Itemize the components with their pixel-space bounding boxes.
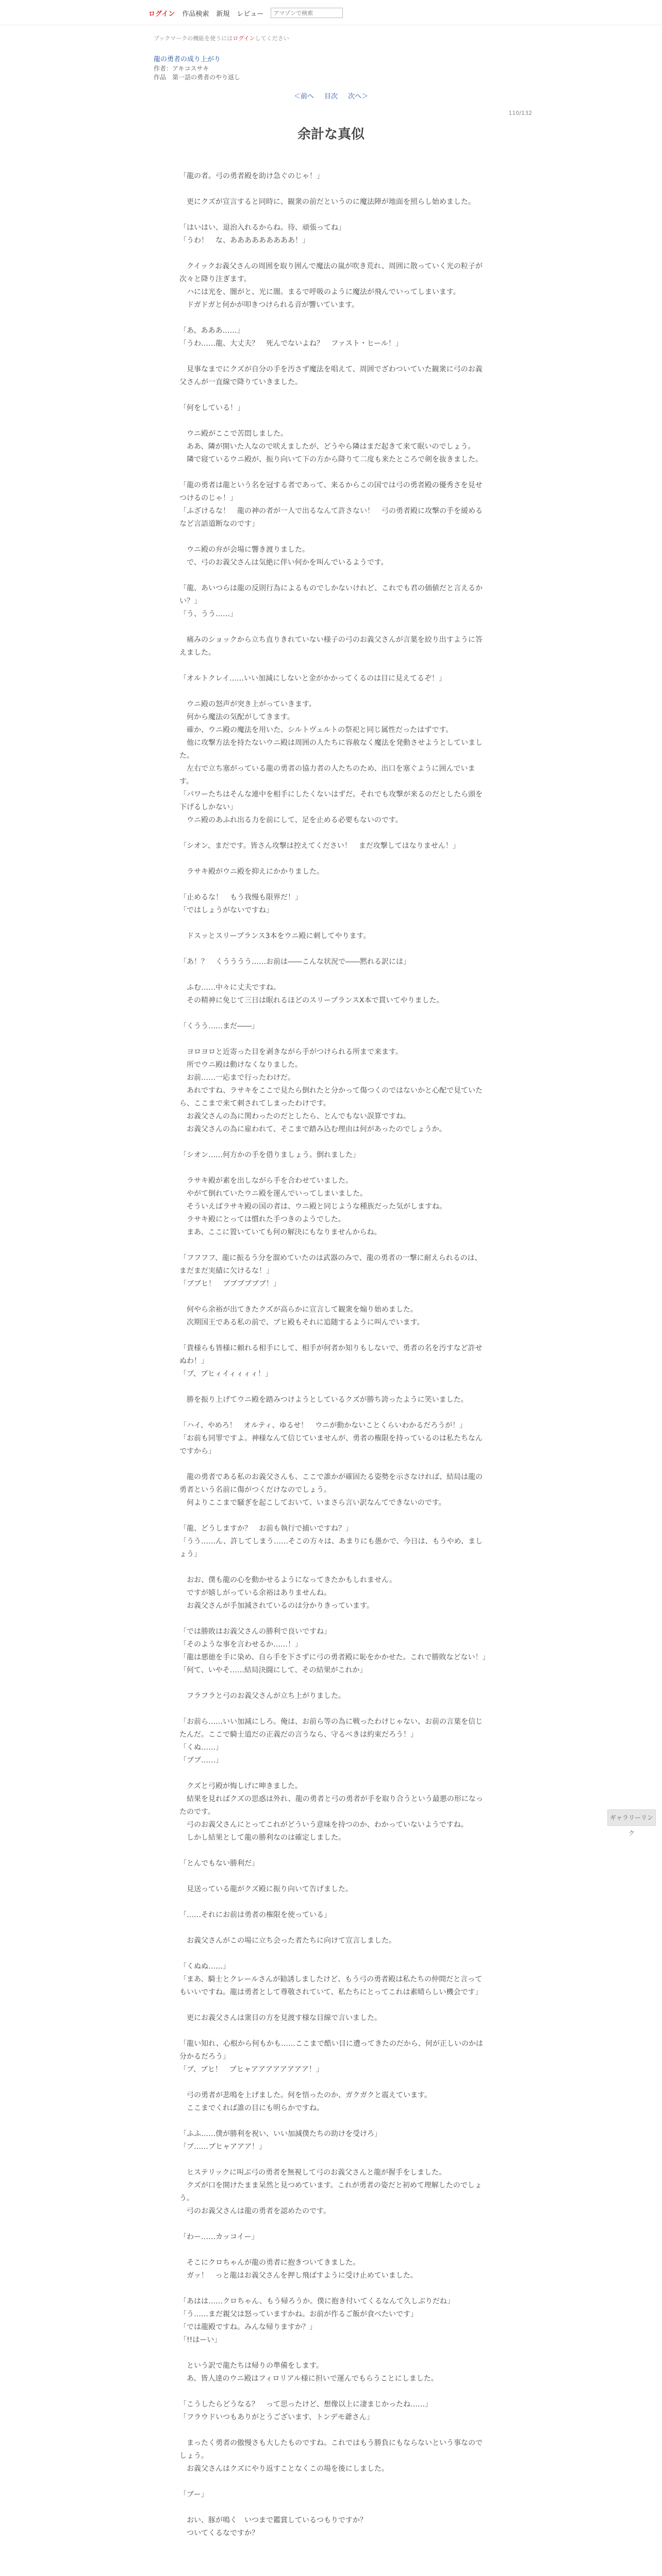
body-paragraph — [179, 2154, 489, 2166]
body-paragraph: 「ハイ、やめろ！ オルティ、ゆるせ！ ウニが動かないことくらいわかるだろうが！」 — [179, 1421, 467, 1430]
body-paragraph: 「お前も同罪ですよ。神様なんて信じていませんが、勇者の権限を持っているのは私たちなんですから」 — [179, 1434, 483, 1455]
body-paragraph: 「うわ！ な、あああああああああ！」 — [179, 236, 309, 245]
body-paragraph: お義父さんはクズにやり返すことなくこの場を後にしました。 — [179, 2465, 389, 2473]
body-paragraph: そういえばラサキ殿の国の者は、ウニ殿と同じような種族だった気がしますね。 — [179, 1202, 446, 1211]
site-header — [0, 0, 662, 25]
body-paragraph: 「ふふ……僕が勝利を祝い、いい加減僕たちの助けを受けろ」 — [179, 2130, 382, 2138]
body-paragraph — [179, 312, 489, 325]
body-paragraph: ヒステリックに叫ぶ弓の勇者を無視して弓のお義父さんと龍が握手をしました。 — [179, 2168, 446, 2177]
body-paragraph: 「こうしたらどうなる？ って思ったけど、想像以上に凄まじかったね……」 — [179, 2400, 432, 2409]
body-paragraph — [179, 685, 489, 698]
body-paragraph — [179, 466, 489, 479]
body-paragraph: おお、僕も龍の心を動かせるようになってきたかもしれません。 — [179, 1576, 396, 1584]
body-paragraph: ウニ殿がここで苦悶しました。 — [179, 430, 288, 438]
body-paragraph — [179, 2025, 489, 2038]
body-paragraph — [179, 247, 489, 260]
body-paragraph: 更にクズが宣言すると同時に、観衆の前だというのに魔法陣が地面を照らし始めました。 — [179, 198, 475, 206]
body-paragraph: 何よりここまで騒ぎを起こしておいて、いまさら言い訳なんてできないのです。 — [179, 1499, 446, 1507]
nav-new[interactable]: 新規 — [216, 10, 230, 18]
body-paragraph: 「では龍殿ですね。みんな帰りますか？」 — [179, 2323, 317, 2331]
body-paragraph: おい、豚が鳴く いつまで鑑賞しているつもりですか？ — [179, 2516, 367, 2524]
body-paragraph: 「龍い知れ、心根から何もかも……ここまで酷い目に遭ってきたのだから、何が正しいのかは分かるだろう」 — [179, 2040, 483, 2061]
body-paragraph — [179, 1381, 489, 1394]
notice-login-link[interactable]: ログイン — [233, 35, 255, 42]
novel-body — [179, 170, 489, 2540]
body-paragraph: 何から魔法の気配がしてきます。 — [179, 713, 294, 721]
body-paragraph — [179, 1947, 489, 1960]
body-paragraph: 「龍は悪徳を手に染め、自ら手を下さずに弓の勇者殿に恥をかかせた。これで勝敗などない！」 — [179, 1653, 490, 1662]
body-paragraph: 「ブブヒ！ ブブブブブブ！」 — [179, 1280, 280, 1288]
work-meta-episode: 作品 第一話の勇者のやり返し — [154, 74, 241, 81]
body-paragraph — [179, 2347, 489, 2360]
body-paragraph — [179, 2076, 489, 2089]
body-paragraph: ああ、隣が開いた人なので吠えましたが、どうやら隣はまだ起きて来て眠いのでしょう。 — [179, 443, 475, 451]
body-paragraph — [179, 2282, 489, 2295]
body-paragraph: 「ふざけるな！ 龍の神の者が一人で出るなんて許さない！ 弓の勇者殿に攻撃の手を緩めるなど言語道断なのです」 — [179, 507, 483, 528]
body-paragraph — [179, 1999, 489, 2012]
nav-search-works[interactable]: 作品検索 — [182, 10, 209, 18]
body-paragraph: ガッ！ っと龍はお義父さんを押し飛ばすように受け止めていました。 — [179, 2272, 418, 2280]
body-paragraph — [179, 1561, 489, 1574]
body-paragraph: 「貴様らも皆様に頼れる相手にして、相手が何者か知りもしないで、勇者の名を汚すなど許せぬわ！」 — [179, 1344, 483, 1365]
body-paragraph — [179, 917, 489, 930]
body-paragraph: お義父さんがこの場に立ち会った者たちに向けて宣言しました。 — [179, 1937, 396, 1945]
body-paragraph — [179, 1406, 489, 1419]
body-paragraph: 隣で寝ているウニ殿が、振り向いて下の方から降りて二度も来たところで剣を抜きました。 — [179, 455, 483, 464]
body-paragraph: 「あはは……クロちゃん、もう帰ろうか。僕に抱き付いてくるなんて久しぶりだね」 — [179, 2297, 454, 2306]
body-paragraph: 「龍の勇者は龍という名を冠する者であって、来るからこの国では弓の勇者殿の優秀さを見せつけるのじゃ！」 — [179, 481, 483, 502]
body-paragraph: 「フラウドいつもありがとうございます、トンデモ爺さん」 — [179, 2413, 374, 2421]
body-paragraph: 「ではしょうがないですね」 — [179, 906, 273, 914]
body-paragraph: 「!!はーい」 — [179, 2336, 222, 2344]
body-paragraph: お義父さんが手加減されているのは分かりきっています。 — [179, 1602, 374, 1610]
page-number: 110/132 — [508, 110, 532, 116]
body-paragraph: 見送っている龍がクズ殿に振り向いて告げました。 — [179, 1885, 353, 1893]
body-paragraph — [179, 209, 489, 222]
body-paragraph — [179, 827, 489, 840]
body-paragraph: 弓の勇者が悲鳴を上げました。何を悟ったのか、ガクガクと震えています。 — [179, 2091, 432, 2099]
body-paragraph — [179, 2218, 489, 2231]
body-paragraph: 「はいはい、退治入れるからね。待、頑張ってね」 — [179, 224, 345, 232]
body-paragraph: 「オルトクレイ……いい加減にしないと金がかかってくるのは目に見えてるぞ！」 — [179, 674, 446, 683]
body-paragraph: ここまでくれば誰の目にも明らかですね。 — [179, 2104, 324, 2112]
body-paragraph — [179, 531, 489, 544]
body-paragraph: 左右で立ち塞がっている龍の勇者の協力者の人たちのため、出口を塞ぐように囲んでいます。 — [179, 765, 475, 786]
body-paragraph — [179, 1896, 489, 1909]
body-paragraph — [179, 2476, 489, 2488]
body-paragraph — [179, 1291, 489, 1303]
nav-review[interactable]: レビュー — [237, 10, 264, 18]
body-paragraph — [179, 878, 489, 891]
body-paragraph: フラフラと弓のお義父さんが立ち上がりました。 — [179, 1692, 345, 1700]
body-paragraph — [179, 350, 489, 363]
body-paragraph: 「まあ、騎士とクレールさんが勧誘しましたけど、もう弓の勇者殿は私たちの仲間だと言ってもいいですね。龍は勇者として尊敬されていて、私たちにとってこれは素晴らしい機会です」 — [179, 1975, 483, 1996]
body-paragraph: 他に攻撃方法を持たないウニ殿は周囲の人たちに容赦なく魔法を発動させようとしていました。 — [179, 739, 483, 760]
body-paragraph: ラサキ殿がウニ殿を抑えにかかりました。 — [179, 868, 324, 876]
body-paragraph: ウニ殿の怒声が突き上がっていきます。 — [179, 700, 316, 708]
body-paragraph: 「パワーたちはそんな連中を相手にしたくないはずだ。それでも攻撃が来るのだとしたら頭を下げるしかない」 — [179, 790, 483, 811]
body-paragraph: 弓のお義父さんは龍の勇者を認めたのです。 — [179, 2207, 330, 2215]
body-paragraph — [179, 1033, 489, 1046]
notice-text-before: ブックマークの機能を使うには — [154, 35, 233, 42]
body-paragraph: 「何をしている！」 — [179, 404, 244, 412]
gallery-link-tab[interactable]: ギャラリーリンク — [607, 1809, 656, 1826]
body-paragraph: 「う……まだ親父は怒っていますかね。お前が作るご飯が食べたいです」 — [179, 2310, 418, 2318]
body-paragraph — [179, 1703, 489, 1716]
body-paragraph — [179, 1329, 489, 1342]
body-paragraph — [179, 2244, 489, 2257]
body-paragraph: 「くぬぬ……」 — [179, 1962, 230, 1971]
work-title[interactable]: 龍の勇者の成り上がり — [154, 56, 221, 63]
body-paragraph — [179, 1870, 489, 1883]
body-paragraph: ウニ殿の弁が会場に響き渡りました。 — [179, 546, 309, 554]
body-paragraph: 「ブ……ブヒャアアア！」 — [179, 2143, 266, 2151]
body-paragraph — [179, 853, 489, 866]
body-paragraph: クズと弓殿が悔しげに呻きました。 — [179, 1782, 302, 1790]
body-paragraph: 勝を振り上げてウニ殿を踏みつけようとしているクズが勝ち誇ったように笑いました。 — [179, 1396, 468, 1404]
body-paragraph: 「シオン……何方かの手を借りましょう。倒れました」 — [179, 1151, 360, 1159]
body-paragraph: で、弓のお義父さんは気絶に伴い何かを叫んでいるようです。 — [179, 558, 388, 567]
body-paragraph: 「う、うう……」 — [179, 610, 237, 618]
body-paragraph: 何やら余裕が出てきたクズが高らかに宣言して観衆を煽り始めました。 — [179, 1306, 418, 1314]
body-paragraph: ヨロヨロと近寄った目を剥きながら手がつけられる所まで来ます。 — [179, 1048, 403, 1056]
body-paragraph: 「シオン、まだです。皆さん攻撃は控えてください！ まだ攻撃してはなりません！」 — [179, 842, 460, 850]
login-link[interactable]: ログイン — [148, 10, 175, 18]
body-paragraph: 龍の勇者である私のお義父さんも、ここで誰かが確固たる姿勢を示さなければ、結局は龍の勇者という名前に傷がつくだけなのでしょう。 — [179, 1473, 483, 1494]
body-paragraph: という訳で龍たちは帰りの準備をします。 — [179, 2362, 323, 2370]
body-paragraph — [179, 621, 489, 634]
body-paragraph: ドガドガと何かが叩きつけられる音が響いています。 — [179, 301, 359, 309]
body-paragraph — [179, 1162, 489, 1175]
bookmark-notice — [154, 34, 289, 42]
notice-text-after: してください — [255, 35, 289, 42]
next-link[interactable]: 次へ＞ — [348, 93, 369, 100]
body-paragraph — [179, 1136, 489, 1149]
body-paragraph: 弓のお義父さんにとってこれがどういう意味を持つのか、わかっていないようですね。 — [179, 1821, 468, 1829]
body-paragraph — [179, 969, 489, 981]
body-paragraph: 「では勝敗はお義父さんの勝利で良いですね」 — [179, 1628, 331, 1636]
body-paragraph: そこにクロちゃんが龍の勇者に抱きついてきました。 — [179, 2259, 360, 2267]
body-paragraph — [179, 1922, 489, 1935]
body-paragraph: 「龍の者。弓の勇者殿を助け急ぐのじゃ！」 — [179, 172, 324, 180]
body-paragraph: 「ブ、ブヒ！ ブヒャアアアアアアアア！」 — [179, 2065, 323, 2074]
body-paragraph: しかし結果として龍の勝利なのは確定しました。 — [179, 1834, 345, 1842]
body-paragraph: ラサキ殿が素を出しながら手を合わせていました。 — [179, 1177, 353, 1185]
toc-link[interactable]: 目次 — [324, 93, 338, 100]
body-paragraph: クズが口を開けたまま呆然と見つめています。これが勇者の姿だと初めて理解したのでしょう。 — [179, 2181, 482, 2202]
body-paragraph: 確か、ウニ殿の魔法を用いた、シルトヴェルトの祭祀と同じ属性だったはずです。 — [179, 726, 453, 734]
body-paragraph — [179, 1458, 489, 1471]
body-paragraph: 「何て、いやそ……結局決闘にして、その結果がこれか」 — [179, 1666, 367, 1674]
body-paragraph: ハには光を、闇がと、光に闇。まるで呼吸のように魔法が飛んでいってしまいます。 — [179, 288, 460, 296]
chapter-title: 余計な真似 — [297, 127, 365, 142]
body-paragraph — [179, 2115, 489, 2128]
body-paragraph: 「ブブ……」 — [179, 1756, 223, 1765]
search-input[interactable] — [271, 8, 343, 18]
body-paragraph: まったく勇者の傲慢さも大したものですね。これではもう勝負にもならないという事なのでしょう。 — [179, 2439, 483, 2460]
body-paragraph: ドスッとスリープランス3本をウニ殿に刺してやります。 — [179, 932, 371, 940]
body-paragraph: 「とんでもない勝利だ」 — [179, 1859, 259, 1868]
body-paragraph — [179, 2385, 489, 2398]
body-paragraph: 「お前ら……いい加減にしろ。俺は、お前ら等の為に戦ったわけじゃない、お前の言葉を信じたんだ。ここで騎士道だの正義だの言うなら、守るべきは約束だろう！」 — [179, 1718, 483, 1739]
body-paragraph: あ、皆人達のウニ殿はフィロリアル様に担いで運んでもらうことにしました。 — [179, 2375, 438, 2383]
body-paragraph — [179, 569, 489, 582]
body-paragraph — [179, 1007, 489, 1020]
body-paragraph: 結果を見ればクズの思惑は外れ、龍の勇者と弓の勇者が手を取り合うという最悪の形になったのです。 — [179, 1795, 483, 1816]
body-paragraph — [179, 2424, 489, 2437]
body-paragraph: 次期国王である私の前で、ブヒ殿もそれに追随するように叫んでいます。 — [179, 1318, 424, 1327]
episode-pager — [0, 91, 662, 100]
body-paragraph: まあ、ここに置いていても何の解決にもなりませんからね。 — [179, 1228, 382, 1236]
prev-link[interactable]: ＜前へ — [293, 93, 314, 100]
body-paragraph — [179, 1844, 489, 1857]
body-paragraph: 痛みのショックから立ち直りきれていない様子の弓のお義父さんが言葉を絞り出すように答えました。 — [179, 636, 483, 657]
body-paragraph: ですが嬉しがっている余裕はありませんね。 — [179, 1589, 331, 1597]
body-paragraph — [179, 659, 489, 672]
body-paragraph: 「くうう……まだ――」 — [179, 1022, 259, 1030]
body-paragraph: ウニ殿のあふれ出る力を前にして、足を止める必要もないのです。 — [179, 816, 403, 824]
body-paragraph: 「止めるな！ もう我慢も限界だ！」 — [179, 893, 302, 902]
body-paragraph: 「くぬ……」 — [179, 1743, 223, 1752]
body-paragraph: 「龍、どうしますか？ お前も執行で捕いですね？」 — [179, 1524, 353, 1533]
body-paragraph: 「……それにお前は勇者の権限を使っている」 — [179, 1911, 331, 1919]
body-paragraph: お前……一応まで行ったわけだ。 — [179, 1074, 295, 1082]
body-paragraph: クイックお義父さんの周囲を取り囲んで魔法の嵐が吹き荒れ、周囲に散っていく光の粒子が次々と降り注ぎます。 — [179, 262, 483, 283]
body-paragraph: やがて倒れていたウニ殿を運んでいってしまいました。 — [179, 1190, 367, 1198]
body-paragraph: 「ブ、ブヒィイィィィィ！」 — [179, 1370, 273, 1378]
body-paragraph — [179, 1613, 489, 1625]
body-paragraph: 「フフフフ、龍に振るう分を溜めていたのは武器のみで、龍の勇者の一撃に耐えられるのは、まだまだ実績に欠けるな！」 — [179, 1254, 482, 1275]
body-paragraph: 「龍、あいつらは龍の反則行為によるものでしかないけれど、これでも君の価値だと言えるかい？」 — [179, 584, 483, 605]
body-paragraph: ついてくるなですか？ — [179, 2529, 259, 2537]
body-paragraph: 見事なまでにクズが自分の手を汚さず魔法を唱えて、周囲でざわついていた観衆に弓のお義父さんが一直線で降りていきました。 — [179, 365, 483, 386]
body-paragraph: 「うう……ん、許してしまう……そこの方々は、あまりにも愚かで、今日は、もうやめ、ましょう」 — [179, 1537, 483, 1558]
header-bar — [148, 7, 530, 19]
body-paragraph — [179, 1677, 489, 1690]
body-paragraph — [179, 2501, 489, 2514]
body-paragraph — [179, 1239, 489, 1252]
body-paragraph — [179, 943, 489, 956]
work-author — [154, 64, 240, 81]
body-paragraph — [179, 1510, 489, 1522]
body-paragraph: 「そのような事を言わせるか……！」 — [179, 1640, 302, 1649]
body-paragraph — [179, 389, 489, 402]
body-paragraph: お義父さんの為に関わったのだとしたら、とんでもない誤算ですね。 — [179, 1112, 410, 1121]
body-paragraph — [179, 415, 489, 428]
body-paragraph: その精神に免じて三日は眠れるほどのスリープランスX本で貫いてやりました。 — [179, 996, 444, 1005]
body-paragraph: お義父さんの為に雇われて、そこまで踏み込む理由は何があったのでしょうか。 — [179, 1125, 446, 1133]
body-paragraph: 更にお義父さんは衆目の方を見渡す様な目線で言いました。 — [179, 2014, 382, 2022]
body-paragraph: 「ブー」 — [179, 2490, 208, 2499]
body-paragraph: 所でウニ殿は動けなくなりました。 — [179, 1061, 302, 1069]
body-paragraph: 「あ！？ くうううう……お前は――こんな状況で――黙れる訳には」 — [179, 958, 410, 966]
body-paragraph: あれですね、ラサキをここで見たら倒れたと分かって傷つくのではないかと心配で見ていたら、ここまで来て刺されてしまったわけです。 — [179, 1087, 483, 1108]
body-paragraph: 「わー……カッコイー」 — [179, 2233, 259, 2241]
body-paragraph: 「うわ……龍、大丈夫？ 死んでないよね？ ファスト・ヒール！」 — [179, 340, 403, 348]
body-paragraph — [179, 183, 489, 196]
body-paragraph: ラサキ殿にとっては慣れた手つきのようでした。 — [179, 1215, 345, 1224]
work-meta-author[interactable]: 作者：アキコスサキ — [154, 65, 209, 72]
body-paragraph — [179, 1767, 489, 1780]
body-paragraph: ふむ……中々に丈夫ですね。 — [179, 984, 280, 992]
body-paragraph: 「あ、あああ……」 — [179, 327, 244, 335]
